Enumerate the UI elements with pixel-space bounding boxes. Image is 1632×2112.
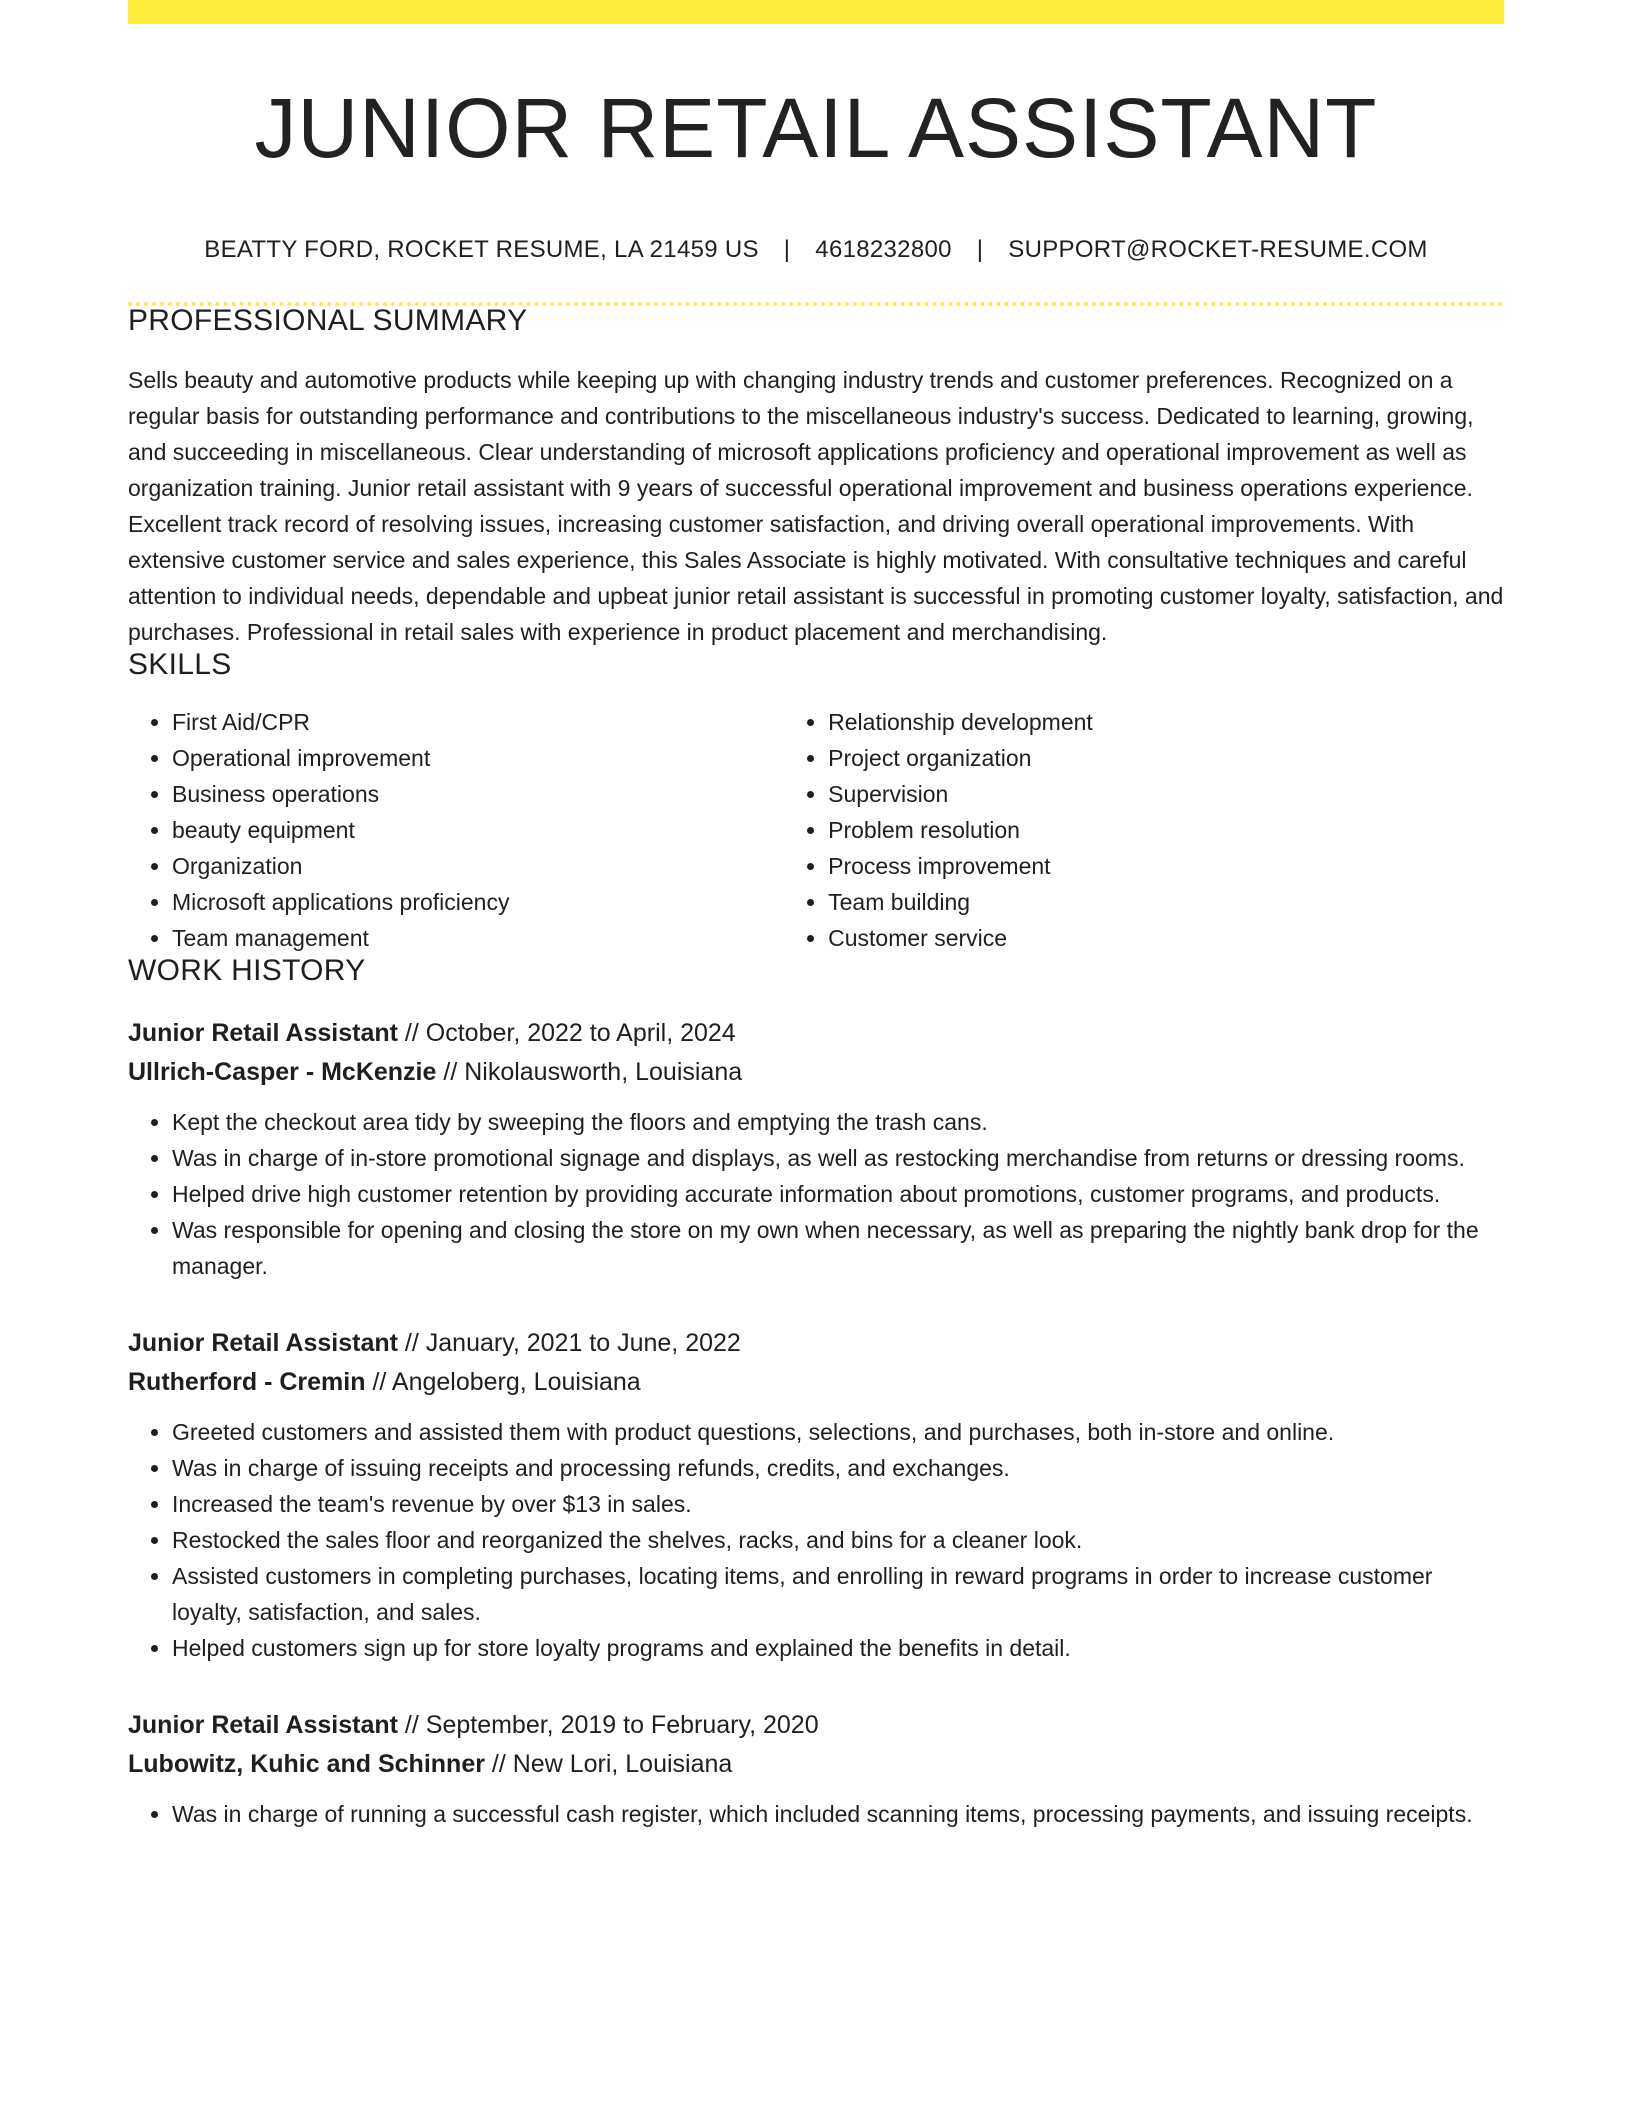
job-company-line <box>128 1745 1504 1784</box>
skills-column-right <box>784 704 1504 956</box>
accent-top-bar <box>128 0 1504 24</box>
skill-item: • Microsoft applications proficiency <box>172 884 784 920</box>
job-company-line <box>128 1363 1504 1402</box>
skill-item: • beauty equipment <box>172 812 784 848</box>
skill-item: • Business operations <box>172 776 784 812</box>
skill-item: • Team management <box>172 920 784 956</box>
skill-item: • Process improvement <box>828 848 1504 884</box>
job-entry <box>128 1324 1504 1666</box>
summary-text: Sells beauty and automotive products while keeping up with changing industry trends and customer preferences. Recognized on a regular basis for outstanding performance and contributions to the miscellaneous industry's success. Dedicated to learning, growing, and succeeding in miscellaneous. Clear understanding of microsoft applications proficiency and operational improvement as well as organization training. Junior retail assistant with 9 years of successful operational improvement and business operations experience. Excellent track record of resolving issues, increasing customer satisfaction, and driving overall operational improvements. With extensive customer service and sales experience, this Sales Associate is highly motivated. With consultative techniques and careful attention to individual needs, dependable and upbeat junior retail assistant is successful in promoting customer loyalty, satisfaction, and purchases. Professional in retail sales with experience in product placement and merchandising. <box>128 367 1504 646</box>
skill-item: • Team building <box>828 884 1504 920</box>
job-company: Rutherford - Cremin <box>128 1368 366 1397</box>
job-dates: // September, 2019 to February, 2020 <box>397 1711 819 1740</box>
job-duty-item: • Greeted customers and assisted them with product questions, selections, and purchases, both in-store and online. <box>172 1414 1504 1450</box>
job-company-line <box>128 1053 1504 1092</box>
job-duties <box>128 1104 1504 1284</box>
work-history-heading: WORK HISTORY <box>128 954 366 988</box>
job-title: Junior Retail Assistant <box>128 1019 398 1048</box>
skill-item: • Supervision <box>828 776 1504 812</box>
skill-item: • First Aid/CPR <box>172 704 784 740</box>
job-duty-item: • Assisted customers in completing purchases, locating items, and enrolling in reward programs in order to increase customer loyalty, satisfaction, and sales. <box>172 1558 1504 1630</box>
resume-title: JUNIOR RETAIL ASSISTANT <box>254 81 1378 175</box>
job-duty-item: • Helped drive high customer retention by providing accurate information about promotions, customer programs, and products. <box>172 1176 1504 1212</box>
contact-separator: | <box>976 236 984 264</box>
job-dates: // January, 2021 to June, 2022 <box>397 1329 741 1358</box>
resume-page <box>128 0 1504 1832</box>
job-company: Ullrich-Casper - McKenzie <box>128 1058 437 1087</box>
job-duties <box>128 1414 1504 1666</box>
job-duty-item: • Increased the team's revenue by over $13 in sales. <box>172 1486 1504 1522</box>
skill-item: • Customer service <box>828 920 1504 956</box>
job-duty-item: • Was responsible for opening and closing the store on my own when necessary, as well as preparing the nightly bank drop for the manager. <box>172 1212 1504 1284</box>
skills-column-left <box>128 704 784 956</box>
job-company: Lubowitz, Kuhic and Schinner <box>128 1750 485 1779</box>
job-duty-item: • Was in charge of issuing receipts and processing refunds, credits, and exchanges. <box>172 1450 1504 1486</box>
job-duty-item: • Was in charge of running a successful cash register, which included scanning items, processing payments, and issuing receipts. <box>172 1796 1504 1832</box>
job-title: Junior Retail Assistant <box>128 1711 398 1740</box>
skill-item: • Organization <box>172 848 784 884</box>
contact-address: BEATTY FORD, ROCKET RESUME, LA 21459 US <box>204 236 759 264</box>
job-duties <box>128 1796 1504 1832</box>
job-title: Junior Retail Assistant <box>128 1329 398 1358</box>
contact-email: SUPPORT@ROCKET-RESUME.COM <box>1008 236 1428 264</box>
job-location: // Nikolausworth, Louisiana <box>436 1058 743 1087</box>
job-duty-item: • Kept the checkout area tidy by sweeping the floors and emptying the trash cans. <box>172 1104 1504 1140</box>
contact-line <box>128 236 1504 264</box>
skill-item: • Problem resolution <box>828 812 1504 848</box>
skill-item: • Project organization <box>828 740 1504 776</box>
job-entry <box>128 1706 1504 1832</box>
skill-item: • Relationship development <box>828 704 1504 740</box>
job-title-line <box>128 1706 1504 1745</box>
summary-heading: PROFESSIONAL SUMMARY <box>128 304 528 338</box>
skill-item: • Operational improvement <box>172 740 784 776</box>
contact-phone: 4618232800 <box>815 236 952 264</box>
job-duty-item: • Restocked the sales floor and reorganized the shelves, racks, and bins for a cleaner look. <box>172 1522 1504 1558</box>
contact-separator: | <box>783 236 791 264</box>
skills-list <box>128 704 1504 956</box>
job-title-line <box>128 1324 1504 1363</box>
job-dates: // October, 2022 to April, 2024 <box>397 1019 736 1048</box>
job-location: // New Lori, Louisiana <box>484 1750 733 1779</box>
job-title-line <box>128 1014 1504 1053</box>
job-location: // Angeloberg, Louisiana <box>365 1368 641 1397</box>
skills-heading: SKILLS <box>128 648 232 682</box>
job-duty-item: • Helped customers sign up for store loyalty programs and explained the benefits in detail. <box>172 1630 1504 1666</box>
job-duty-item: • Was in charge of in-store promotional signage and displays, as well as restocking merchandise from returns or dressing rooms. <box>172 1140 1504 1176</box>
job-entry <box>128 1014 1504 1284</box>
